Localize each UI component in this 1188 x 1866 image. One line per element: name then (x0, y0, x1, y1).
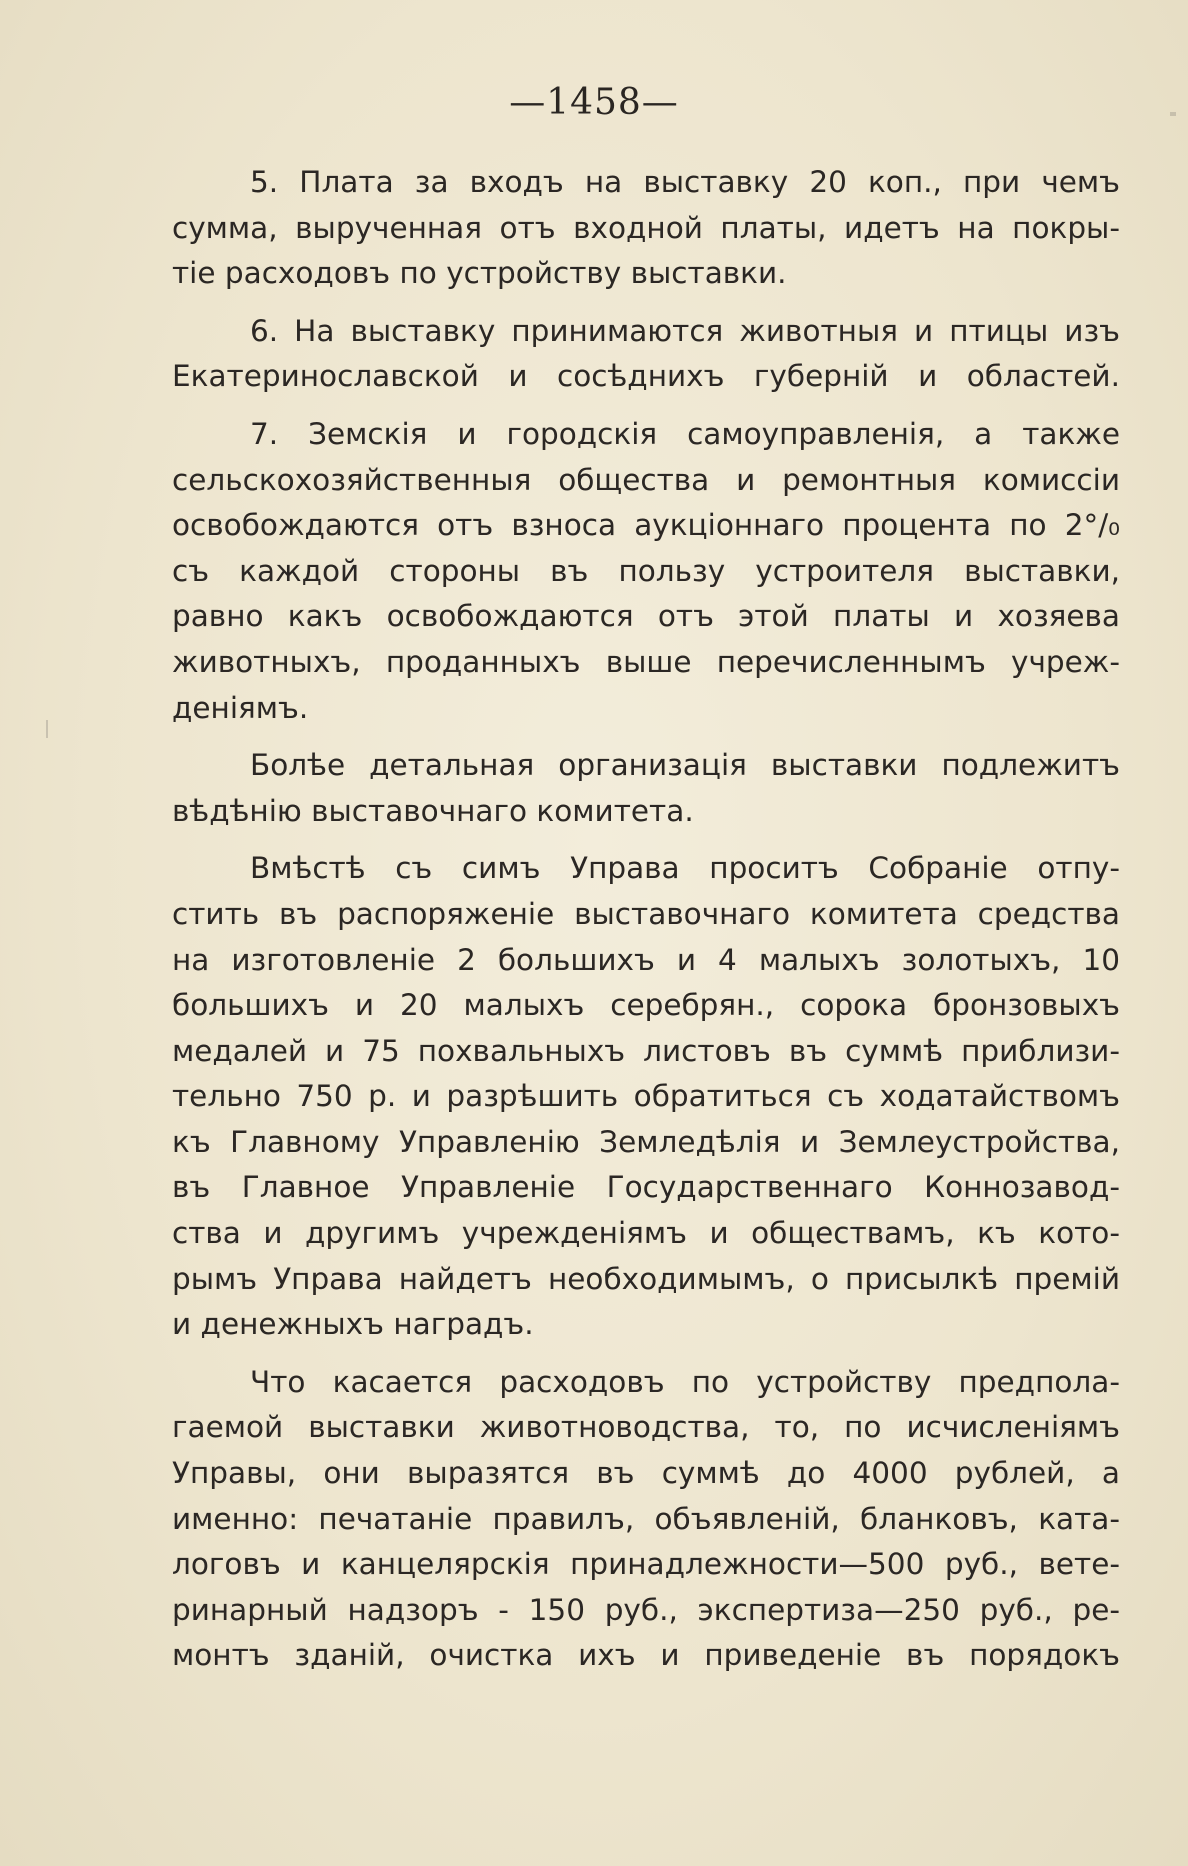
text-line: освобождаются отъ взноса аукціоннаго процента по 2°/₀ (172, 508, 1120, 543)
text-line: и денежныхъ наградъ. (172, 1307, 534, 1342)
page-number: —1458— (509, 82, 679, 123)
text-line: сумма, вырученная отъ входной платы, идетъ на покры- (172, 210, 1120, 245)
paragraph-item-5 (172, 160, 1120, 297)
scan-speck (1170, 112, 1176, 116)
text-line: медалей и 75 похвальныхъ листовъ въ суммѣ приблизи- (172, 1033, 1120, 1068)
text-line: Вмѣстѣ съ симъ Управа проситъ Собраніе отпу- (250, 851, 1120, 886)
text-line: гаемой выставки животноводства, то, по исчисленіямъ (172, 1410, 1120, 1445)
text-line: Екатеринославской и сосѣднихъ губерній и областей. (172, 359, 1120, 394)
text-line: большихъ и 20 малыхъ серебрян., сорока бронзовыхъ (172, 988, 1120, 1023)
text-line: животныхъ, проданныхъ выше перечисленнымъ учреж- (172, 644, 1120, 679)
body-text (172, 160, 1120, 1691)
paragraph-expenses (172, 1360, 1120, 1679)
paragraph-request (172, 846, 1120, 1348)
text-line: именно: печатаніе правилъ, объявленій, бланковъ, ката- (172, 1501, 1120, 1536)
text-line: на изготовленіе 2 большихъ и 4 малыхъ золотыхъ, 10 (172, 942, 1120, 977)
text-line: ринарный надзоръ - 150 руб., экспертиза—250 руб., ре- (172, 1592, 1120, 1627)
text-line: рымъ Управа найдетъ необходимымъ, о присылкѣ премій (172, 1261, 1120, 1296)
text-line: Что касается расходовъ по устройству предпола- (250, 1364, 1120, 1399)
text-line: тіе расходовъ по устройству выставки. (172, 256, 787, 291)
scan-speck (46, 720, 48, 738)
text-line: стить въ распоряженіе выставочнаго комитета средства (172, 896, 1120, 931)
text-line: Болѣе детальная организація выставки подлежитъ (250, 748, 1120, 783)
text-line: монтъ зданій, очистка ихъ и приведеніе въ порядокъ (172, 1638, 1120, 1673)
text-line: деніямъ. (172, 690, 309, 725)
text-line: тельно 750 р. и разрѣшить обратиться съ ходатайствомъ (172, 1079, 1120, 1114)
text-line: въ Главное Управленіе Государственнаго Коннозавод- (172, 1170, 1120, 1205)
paragraph-item-7 (172, 412, 1120, 731)
text-line: вѣдѣнію выставочнаго комитета. (172, 793, 694, 828)
text-line: съ каждой стороны въ пользу устроителя выставки, (172, 553, 1120, 588)
text-line: ства и другимъ учрежденіямъ и обществамъ, къ кото- (172, 1216, 1120, 1251)
paragraph-organization (172, 743, 1120, 834)
text-line: 7. Земскія и городскія самоуправленія, а также (250, 416, 1120, 451)
text-line: 6. На выставку принимаются животныя и птицы изъ (250, 313, 1120, 348)
text-line: къ Главному Управленію Земледѣлія и Землеустройства, (172, 1124, 1120, 1159)
text-line: Управы, они выразятся въ суммѣ до 4000 рублей, а (172, 1456, 1120, 1491)
paragraph-item-6 (172, 309, 1120, 400)
text-line: сельскохозяйственныя общества и ремонтныя комиссіи (172, 462, 1120, 497)
text-line: равно какъ освобождаются отъ этой платы и хозяева (172, 599, 1120, 634)
text-line: логовъ и канцелярскія принадлежности—500 руб., вете- (172, 1547, 1120, 1582)
text-line: 5. Плата за входъ на выставку 20 коп., при чемъ (250, 165, 1120, 199)
